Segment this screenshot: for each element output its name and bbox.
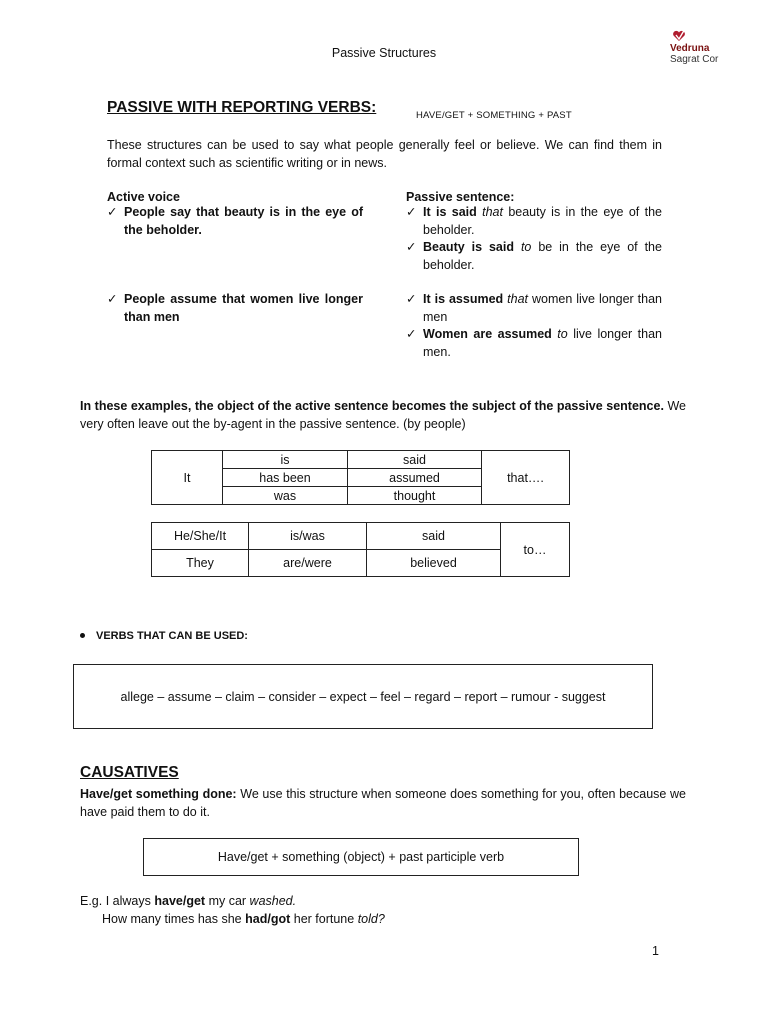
passive-example-1b: ✓ Beauty is said to be in the eye of the beholder. [406,240,662,272]
causatives-definition: Have/get something done: We use this structure when someone does something for you, often because we have paid them to do it. [80,787,686,819]
passive-example-2b: ✓ Women are assumed to live longer than men. [406,327,662,359]
section-note: HAVE/GET + SOMETHING + PAST [416,110,572,121]
page-number: 1 [652,944,659,958]
checkmark-icon: ✓ [406,292,417,306]
passive-example-1a: ✓ It is said that beauty is in the eye of the beholder. [406,205,662,237]
example-1: E.g. I always have/get my car washed. [80,894,297,908]
table-cell-verb: said [348,451,482,469]
table-cell-verb: believed [367,550,501,577]
table-cell-verb: assumed [348,469,482,487]
table-cell-end: that…. [482,451,570,505]
example-2: How many times has she had/got her fortune told? [102,912,385,926]
formula-box [143,838,579,876]
table-cell-subject: He/She/It [152,523,249,550]
verbs-list: allege – assume – claim – consider – expect – feel – regard – report – rumour - suggest [120,689,606,704]
table-cell-verb: said [367,523,501,550]
active-example-1: ✓ People say that beauty is in the eye of the beholder. [107,205,363,237]
table-cell-aux: was [223,487,348,505]
passive-column [406,190,662,361]
checkmark-icon: ✓ [107,292,118,306]
structure-table-it [151,450,570,505]
active-example-2: ✓ People assume that women live longer than men [107,292,363,324]
formula-text: Have/get + something (object) + past participle verb [217,850,505,864]
checkmark-icon: ✓ [406,327,417,341]
heart-icon [672,30,686,42]
page-header-title: Passive Structures [331,46,437,60]
checkmark-icon: ✓ [107,205,118,219]
table-cell-subject: They [152,550,249,577]
school-logo [670,30,718,65]
intro-paragraph: These structures can be used to say what people generally feel or believe. We can find them in formal context such as scientific writing or in news. [107,138,662,170]
explanation-paragraph: In these examples, the object of the active sentence becomes the subject of the passive sentence. We very often leave out the by-agent in the passive sentence. (by people) [80,399,686,431]
table-cell-end: to… [501,523,570,577]
checkmark-icon: ✓ [406,240,417,254]
verbs-box [73,664,653,729]
table-cell-aux: are/were [249,550,367,577]
table-cell-verb: thought [348,487,482,505]
checkmark-icon: ✓ [406,205,417,219]
logo-line1: Vedruna [670,43,710,54]
causatives-heading: CAUSATIVES [80,764,179,781]
passive-heading: Passive sentence: [406,190,515,204]
passive-example-2a: ✓ It is assumed that women live longer than men [406,292,662,324]
verbs-bullet: VERBS THAT CAN BE USED: [80,630,248,642]
active-heading: Active voice [107,190,180,204]
bullet-icon [80,633,85,638]
section-heading: PASSIVE WITH REPORTING VERBS: [107,99,377,116]
active-column [107,190,363,326]
table-cell-subject: It [152,451,223,505]
table-cell-aux: is [223,451,348,469]
table-cell-aux: has been [223,469,348,487]
logo-line2: Sagrat Cor [670,54,719,65]
structure-table-he-they [151,522,570,577]
table-cell-aux: is/was [249,523,367,550]
